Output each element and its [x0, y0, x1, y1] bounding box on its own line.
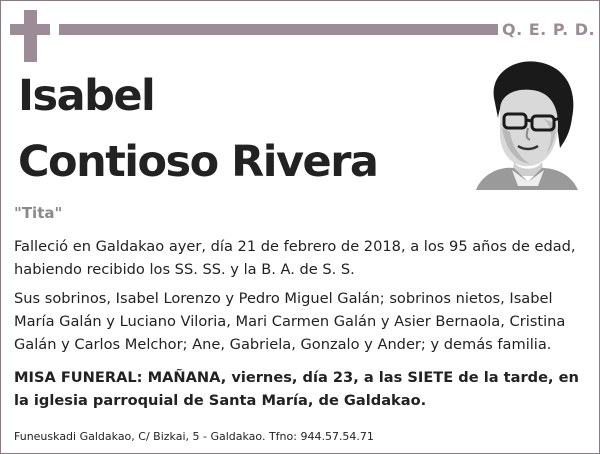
death-notice-paragraph: Falleció en Galdakao ayer, día 21 de febrero de 2018, a los 95 años de edad, habiendo recibido los SS. SS. y la B. A. de S. S. — [14, 238, 576, 278]
funeral-mass-paragraph: MISA FUNERAL: MAÑANA, viernes, día 23, a las SIETE de la tarde, en la iglesia parroquial de Santa María, de Galdakao. — [14, 369, 579, 409]
deceased-nickname: "Tita" — [14, 204, 63, 222]
deceased-photo — [472, 58, 582, 190]
deceased-first-name: Isabel — [18, 71, 155, 121]
funeral-home-footer: Funeuskadi Galdakao, C/ Bizkai, 5 - Galdakao. Tfno: 944.57.54.71 — [14, 430, 374, 443]
qepd-label: Q. E. P. D. — [502, 20, 596, 39]
family-paragraph: Sus sobrinos, Isabel Lorenzo y Pedro Miguel Galán; sobrinos nietos, Isabel María Galán y Luciano Viloria, Mari Carmen Galán y Asier Bernaola, Cristina Galán y Carlos Melchor; Ane, Gabriela, Gonzalo y Ander; y demás familia. — [14, 290, 566, 353]
deceased-surnames: Contioso Rivera — [18, 137, 378, 187]
header-rule — [59, 24, 498, 35]
